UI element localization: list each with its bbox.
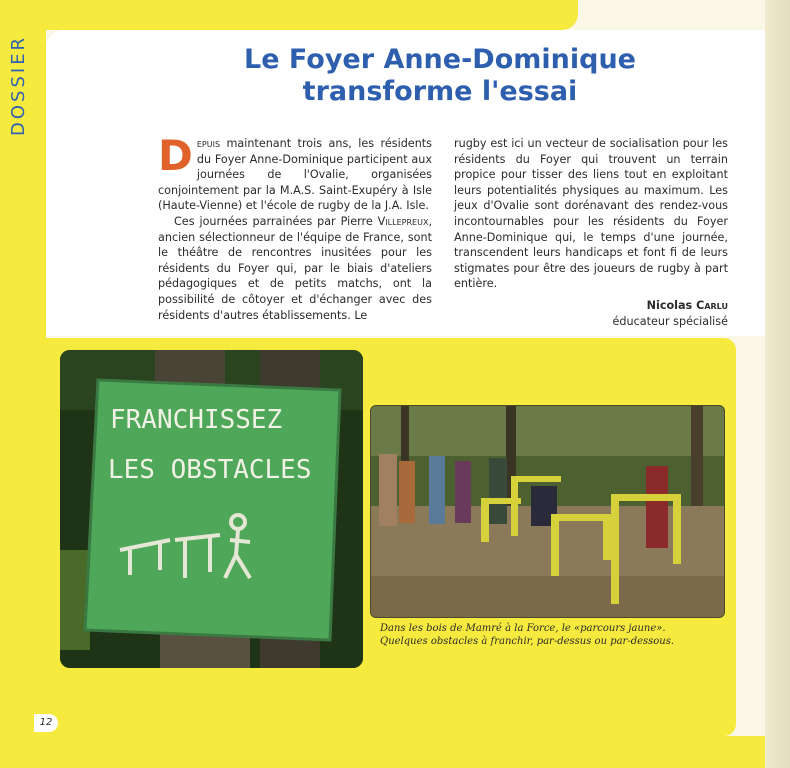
- paragraph-3: rugby est ici un vecteur de socialisation pour les résidents du Foyer qui trouvent un terrain propice pour tisser des liens tout en exploitant leurs potentialités physiques au maximum. Les jeux d'Ovalie sont dorénavant des rendez-vous incontournables pour les résidents du Foyer Anne-Dominique qui, le temps d'une journée, transcendent leurs handicaps et font fi de leurs stigmates pour être des joueurs de rugby à part entière.: [454, 137, 728, 291]
- author-first: Nicolas: [646, 298, 697, 312]
- drop-cap: D: [158, 131, 193, 180]
- yellow-bottom-band: [0, 736, 790, 768]
- name-villepreux: Villepreux: [377, 214, 429, 228]
- title-line-2: transforme l'essai: [302, 76, 578, 107]
- author-name: [454, 298, 728, 314]
- sign-line-1: FRANCHISSEZ: [110, 405, 283, 435]
- sign-line-2: LES OBSTACLES: [108, 455, 312, 485]
- page-number: 12: [34, 714, 58, 732]
- binding-edge: [765, 0, 790, 768]
- photo-sign: [60, 350, 363, 668]
- photo-obstacle-course: [370, 405, 725, 618]
- caption-line-1: Dans les bois de Mamré à la Force, le «parcours jaune».: [380, 623, 666, 634]
- course-photo-illustration: [371, 406, 724, 617]
- page-title: [180, 44, 700, 108]
- section-label: DOSSIER: [8, 34, 29, 136]
- paragraph-2-start: Ces journées parrainées par Pierre: [174, 214, 378, 228]
- paragraph-1: [158, 131, 432, 214]
- paragraph-2: [158, 214, 432, 323]
- sign-photo-illustration: [60, 350, 363, 668]
- author-last: Carlu: [696, 298, 728, 312]
- article-column-2: [454, 136, 728, 329]
- yellow-top-band: [0, 0, 578, 30]
- article-column-1: [158, 131, 432, 323]
- title-line-1: Le Foyer Anne-Dominique: [244, 44, 636, 75]
- caption-line-2: Quelques obstacles à franchir, par-dessus ou par-dessous.: [380, 636, 675, 647]
- lead-word: epuis: [196, 137, 221, 150]
- paragraph-2-text: , ancien sélectionneur de l'équipe de France, sont le théâtre de rencontres inusitées pour les résidents du Foyer qui, par le biais d'ateliers pédagogiques et de petits matchs, ont la possibilité de côtoyer et d'échanger avec des résidents d'autres établissements. Le: [158, 214, 432, 322]
- photo-caption: [380, 622, 720, 648]
- author-role: éducateur spécialisé: [612, 314, 728, 328]
- paragraph-1-text: maintenant trois ans, les résidents du Foyer Anne-Dominique participent aux journées de l'Ovalie, organisées conjointement par la M.A.S. Saint-Exupéry à Isle (Haute-Vienne) et l'école de rugby de la J.A. Isle.: [158, 137, 432, 213]
